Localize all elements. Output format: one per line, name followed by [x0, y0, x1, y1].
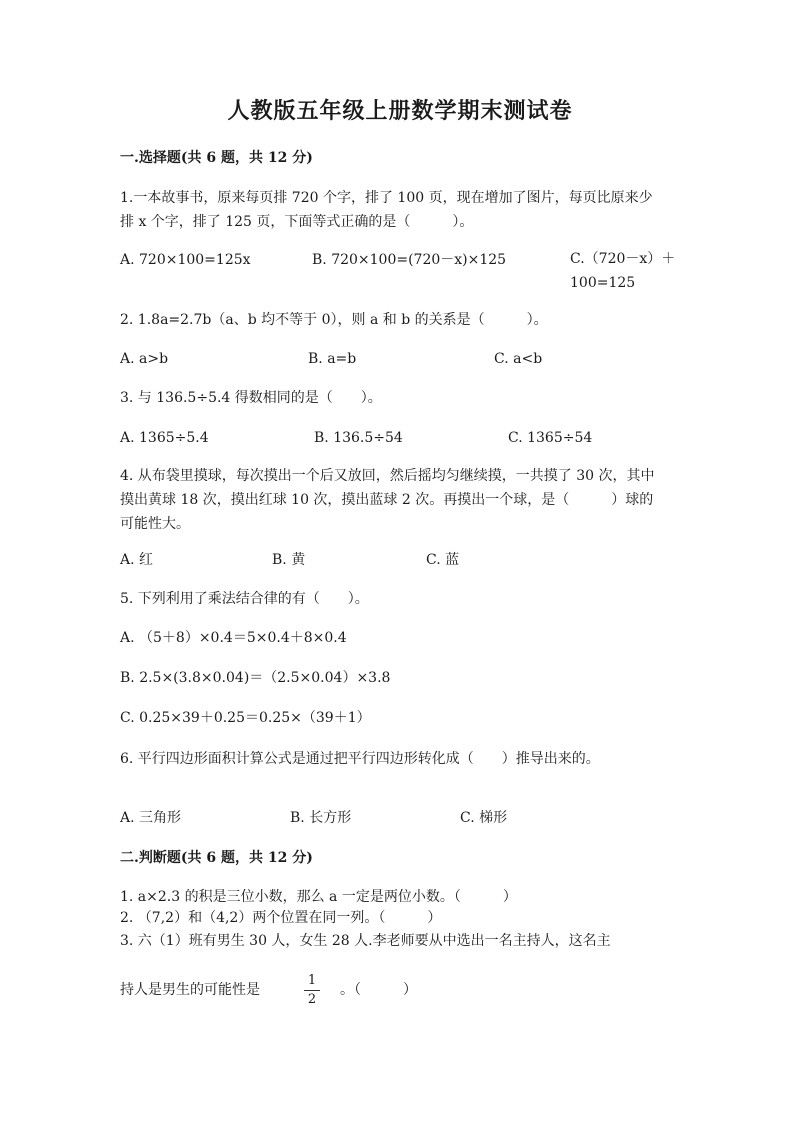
question-1-option-a: A. 720×100=125x: [120, 252, 251, 268]
question-5-option-a: A. （5＋8）×0.4＝5×0.4＋8×0.4: [120, 630, 347, 646]
section-heading-judgment: 二.判断题(共 6 题，共 12 分): [120, 850, 313, 866]
question-3-stem: 3. 与 136.5÷5.4 得数相同的是（ ）。: [120, 390, 382, 406]
question-6-option-c: C. 梯形: [460, 810, 508, 826]
judgment-item-1: 1. a×2.3 的积是三位小数，那么 a 一定是两位小数。（ ）: [120, 889, 517, 905]
question-2-option-c: C. a<b: [494, 351, 543, 367]
judgment-item-2: 2. （7,2）和（4,2）两个位置在同一列。（ ）: [120, 910, 442, 926]
judgment-item-3-continued: 持人是男生的可能性是: [120, 982, 260, 998]
judgment-item-3-tail: 。（ ）: [340, 982, 417, 998]
question-5-option-c: C. 0.25×39＋0.25＝0.25×（39＋1）: [120, 710, 371, 726]
question-4-option-a: A. 红: [120, 552, 154, 568]
question-3-option-b: B. 136.5÷54: [314, 430, 403, 446]
question-1-option-c: C.（720－x）＋100=125: [570, 251, 676, 291]
question-5-stem: 5. 下列利用了乘法结合律的有（ ）。: [120, 591, 369, 607]
question-6-option-b: B. 长方形: [290, 810, 352, 826]
fraction-one-half: [303, 974, 321, 1007]
question-2-stem: 2. 1.8a=2.7b（a、b 均不等于 0），则 a 和 b 的关系是（ ）。: [120, 312, 548, 328]
question-2-option-a: A. a>b: [120, 351, 169, 367]
question-6-stem: 6. 平行四边形面积计算公式是通过把平行四边形转化成（ ）推导出来的。: [120, 751, 600, 767]
question-6-option-a: A. 三角形: [120, 810, 182, 826]
question-3-option-c: C. 1365÷54: [508, 430, 593, 446]
question-4-stem: 4. 从布袋里摸球，每次摸出一个后又放回，然后摇均匀继续摸，一共摸了 30 次，其中摸出黄球 18 次，摸出红球 10 次，摸出蓝球 2 次。再摸出一个球，是（ ）球的可能性大。: [120, 468, 655, 532]
question-1-option-b: B. 720×100=(720－x)×125: [312, 252, 507, 268]
question-3-option-a: A. 1365÷5.4: [120, 430, 209, 446]
fraction-numerator: 1: [307, 973, 317, 988]
question-4-option-c: C. 蓝: [426, 552, 460, 568]
question-5-option-b: B. 2.5×(3.8×0.04)＝（2.5×0.04）×3.8: [120, 670, 391, 686]
fraction-bar: [304, 990, 320, 991]
question-2-option-b: B. a=b: [308, 351, 357, 367]
fraction-denominator: 2: [307, 992, 317, 1007]
question-1-stem: 1.一本故事书，原来每页排 720 个字，排了 100 页，现在增加了图片，每页比原来少排 x 个字，排了 125 页，下面等式正确的是（ ）。: [120, 190, 653, 230]
section-heading-choice: 一.选择题(共 6 题，共 12 分): [120, 150, 313, 166]
judgment-item-3: 3. 六（1）班有男生 30 人，女生 28 人.李老师要从中选出一名主持人，这名主: [120, 933, 611, 949]
page-title: 人教版五年级上册数学期末测试卷: [227, 98, 573, 124]
question-4-option-b: B. 黄: [272, 552, 306, 568]
